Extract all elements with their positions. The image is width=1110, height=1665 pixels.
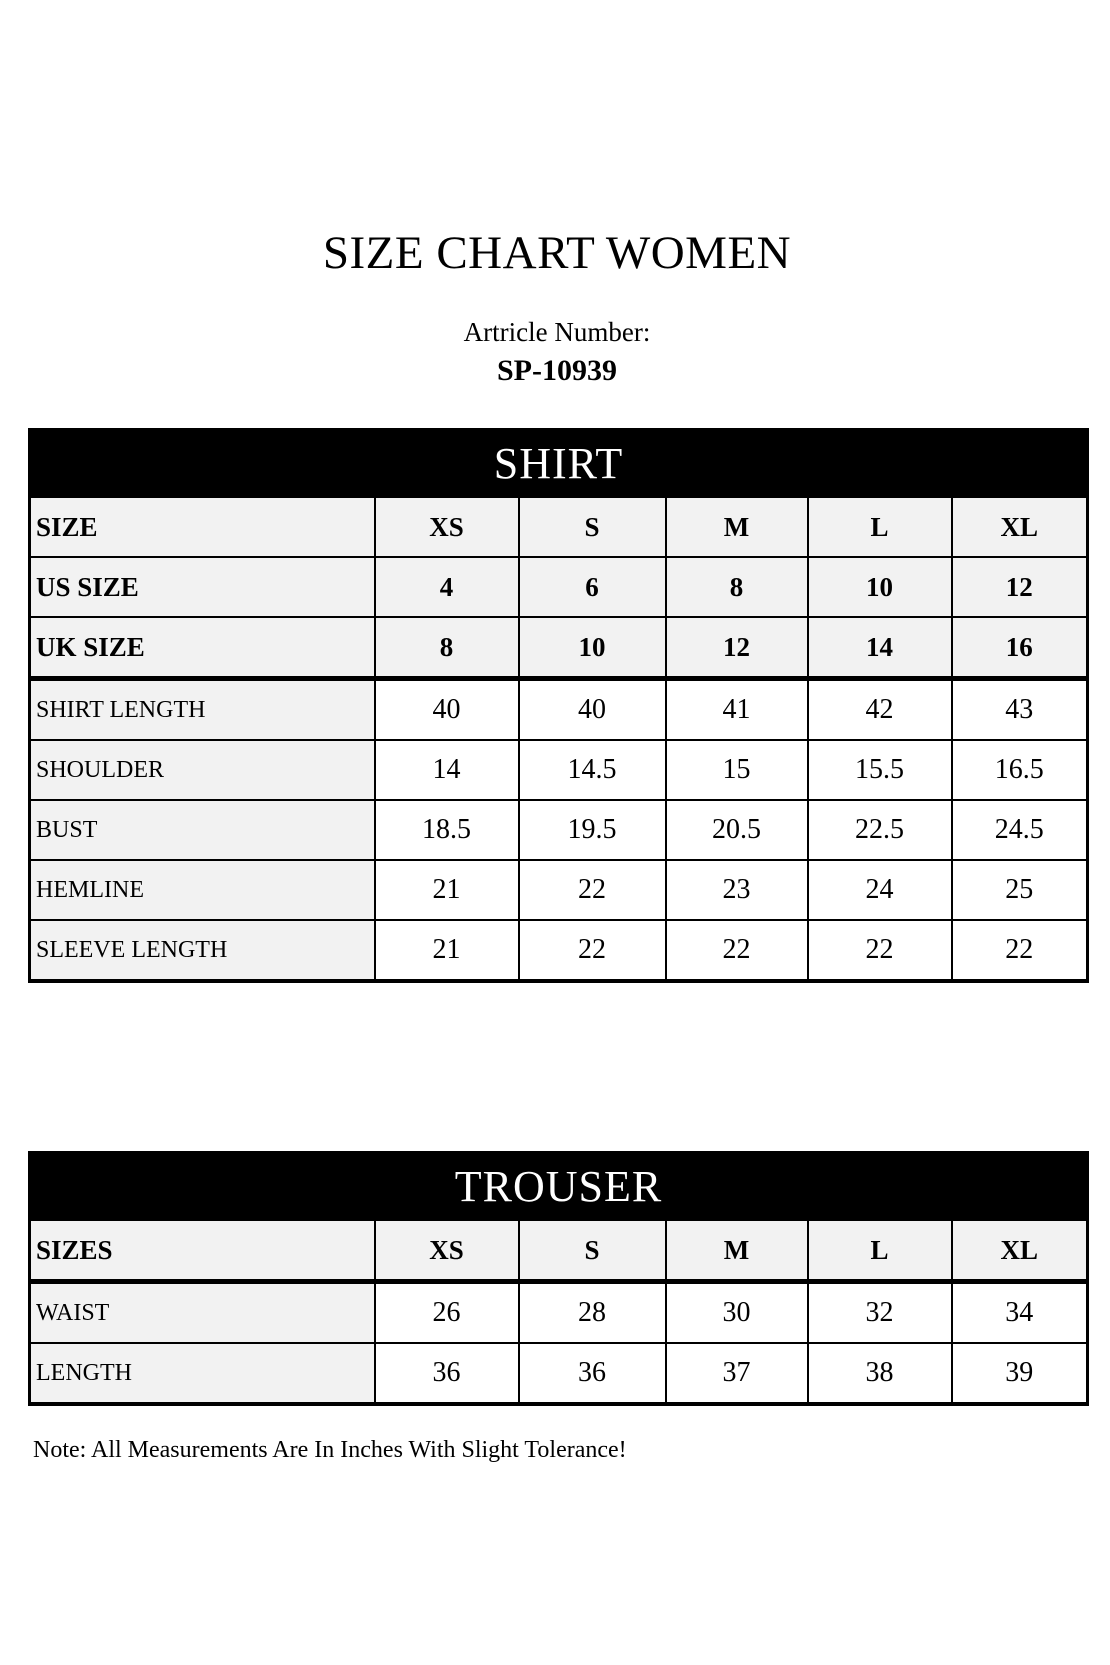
measurement-cell: 14 (375, 740, 519, 800)
size-value-cell: S (519, 497, 666, 558)
sleeve-length-row (30, 920, 1088, 981)
measurement-cell: 24 (808, 860, 952, 920)
row-label-cell: US SIZE (30, 557, 375, 617)
measurement-cell: 15 (666, 740, 808, 800)
measurement-cell: 20.5 (666, 800, 808, 860)
measurement-cell: 30 (666, 1282, 808, 1344)
shirt-table-title: SHIRT (30, 430, 1088, 497)
size-value-cell: S (519, 1220, 666, 1282)
row-label-cell: SIZE (30, 497, 375, 558)
row-label-cell: SIZES (30, 1220, 375, 1282)
measurement-cell: 22 (519, 920, 666, 981)
size-value-cell: M (666, 497, 808, 558)
size-value-cell: 16 (952, 617, 1088, 679)
measurement-cell: 15.5 (808, 740, 952, 800)
content-column (28, 0, 1086, 1465)
measurement-cell: 24.5 (952, 800, 1088, 860)
measurement-cell: 19.5 (519, 800, 666, 860)
article-number-label: Artricle Number: (463, 316, 651, 347)
size-value-cell: XL (952, 1220, 1088, 1282)
size-value-cell: 10 (808, 557, 952, 617)
shirt-us-size-row (30, 557, 1088, 617)
shirt-size-table (28, 428, 1089, 983)
size-value-cell: 8 (375, 617, 519, 679)
row-label-cell: SLEEVE LENGTH (30, 920, 375, 981)
measurement-cell: 22 (808, 920, 952, 981)
measurement-cell: 37 (666, 1343, 808, 1404)
size-value-cell: 12 (666, 617, 808, 679)
waist-row (30, 1282, 1088, 1344)
measurements-note: Note: All Measurements Are In Inches With Slight Tolerance! (33, 1437, 627, 1464)
measurement-cell: 40 (519, 679, 666, 741)
page-title: SIZE CHART WOMEN (322, 227, 792, 279)
measurement-cell: 22 (952, 920, 1088, 981)
shirt-uk-size-row (30, 617, 1088, 679)
measurement-cell: 41 (666, 679, 808, 741)
measurement-cell: 42 (808, 679, 952, 741)
size-value-cell: 14 (808, 617, 952, 679)
measurement-cell: 32 (808, 1282, 952, 1344)
shirt-length-row (30, 679, 1088, 741)
measurement-cell: 18.5 (375, 800, 519, 860)
measurement-cell: 14.5 (519, 740, 666, 800)
hemline-row (30, 860, 1088, 920)
trouser-sizes-row (30, 1220, 1088, 1282)
size-value-cell: 10 (519, 617, 666, 679)
row-label-cell: SHIRT LENGTH (30, 679, 375, 741)
trouser-band-row (30, 1153, 1088, 1220)
bust-row (30, 800, 1088, 860)
measurement-cell: 23 (666, 860, 808, 920)
measurement-cell: 38 (808, 1343, 952, 1404)
row-label-cell: UK SIZE (30, 617, 375, 679)
size-value-cell: 12 (952, 557, 1088, 617)
measurement-cell: 34 (952, 1282, 1088, 1344)
size-value-cell: 4 (375, 557, 519, 617)
measurement-cell: 22 (666, 920, 808, 981)
trouser-table-title: TROUSER (30, 1153, 1088, 1220)
row-label-cell: WAIST (30, 1282, 375, 1344)
measurement-cell: 36 (519, 1343, 666, 1404)
measurement-cell: 40 (375, 679, 519, 741)
row-label-cell: SHOULDER (30, 740, 375, 800)
shirt-size-row (30, 497, 1088, 558)
size-value-cell: L (808, 497, 952, 558)
measurement-cell: 36 (375, 1343, 519, 1404)
measurement-cell: 28 (519, 1282, 666, 1344)
size-value-cell: L (808, 1220, 952, 1282)
shirt-band-row (30, 430, 1088, 497)
row-label-cell: LENGTH (30, 1343, 375, 1404)
shoulder-row (30, 740, 1088, 800)
size-value-cell: 8 (666, 557, 808, 617)
measurement-cell: 39 (952, 1343, 1088, 1404)
row-label-cell: HEMLINE (30, 860, 375, 920)
measurement-cell: 22.5 (808, 800, 952, 860)
measurement-cell: 26 (375, 1282, 519, 1344)
trouser-size-table (28, 1151, 1089, 1406)
measurement-cell: 43 (952, 679, 1088, 741)
size-value-cell: XS (375, 1220, 519, 1282)
measurement-cell: 25 (952, 860, 1088, 920)
size-value-cell: M (666, 1220, 808, 1282)
size-value-cell: XS (375, 497, 519, 558)
size-value-cell: 6 (519, 557, 666, 617)
article-number-value: SP-10939 (497, 354, 617, 388)
length-row (30, 1343, 1088, 1404)
measurement-cell: 22 (519, 860, 666, 920)
measurement-cell: 21 (375, 860, 519, 920)
size-value-cell: XL (952, 497, 1088, 558)
measurement-cell: 16.5 (952, 740, 1088, 800)
measurement-cell: 21 (375, 920, 519, 981)
row-label-cell: BUST (30, 800, 375, 860)
